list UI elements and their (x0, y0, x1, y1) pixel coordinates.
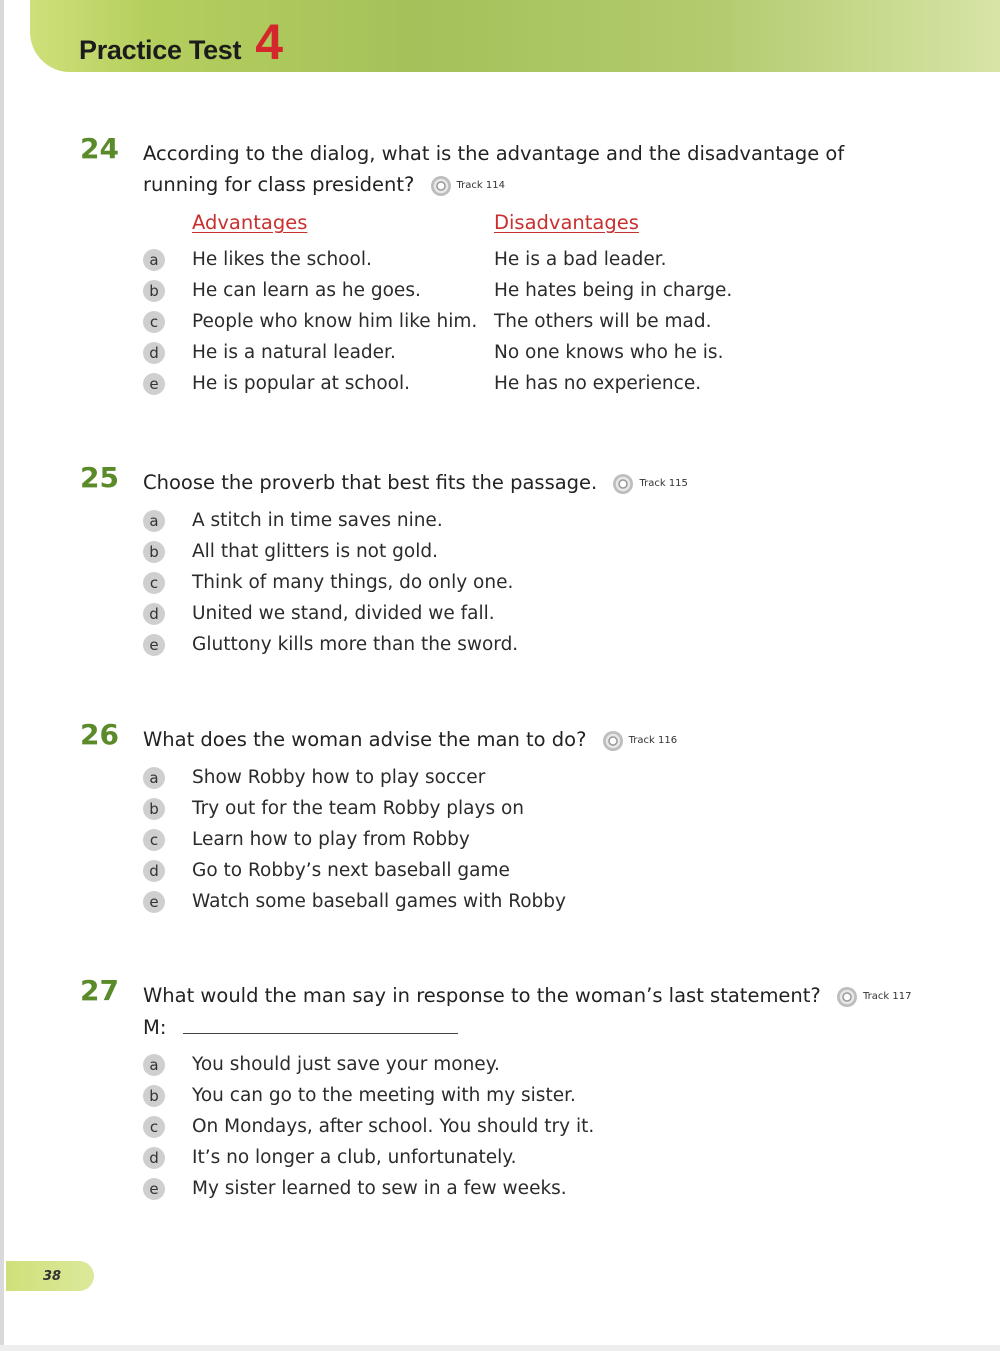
answer-column-headers (192, 211, 923, 234)
answer-option-e[interactable] (143, 629, 923, 660)
option-letter-badge: c (143, 311, 165, 333)
page-number: 38 (43, 1269, 62, 1284)
answer-option-b[interactable] (143, 275, 923, 306)
option-text: All that glitters is not gold. (192, 541, 438, 562)
option-text: Gluttony kills more than the sword. (192, 634, 519, 655)
audio-track[interactable] (431, 170, 505, 201)
option-letter-badge: e (143, 373, 165, 395)
option-disadvantage: He has no experience. (494, 373, 702, 394)
answer-option-e[interactable] (143, 886, 923, 917)
option-letter-badge: a (143, 767, 165, 789)
option-letter-badge: a (143, 249, 165, 271)
option-letter-badge: a (143, 1054, 165, 1076)
answer-option-e[interactable] (143, 368, 923, 399)
question-number: 25 (80, 461, 119, 494)
cd-icon (613, 474, 633, 494)
option-letter-badge: e (143, 1178, 165, 1200)
cd-icon (837, 987, 857, 1007)
option-letter-badge: b (143, 280, 165, 302)
audio-track[interactable] (837, 981, 911, 1012)
answer-option-c[interactable] (143, 824, 923, 855)
option-text: It’s no longer a club, unfortunately. (192, 1147, 517, 1168)
page-edge (0, 0, 4, 1351)
option-letter-badge: d (143, 342, 165, 364)
track-label: Track 117 (863, 991, 912, 1002)
option-text: Try out for the team Robby plays on (192, 798, 525, 819)
response-line (143, 1012, 1000, 1043)
answer-option-b[interactable] (143, 793, 923, 824)
track-label: Track 116 (628, 735, 678, 746)
option-letter-badge: c (143, 572, 165, 594)
cd-icon (431, 176, 451, 196)
answer-option-d[interactable] (143, 598, 923, 629)
option-text: My sister learned to sew in a few weeks. (192, 1178, 567, 1199)
option-text: You can go to the meeting with my sister. (192, 1085, 576, 1106)
option-advantage: He is popular at school. (192, 373, 410, 394)
speaker-label: M: (143, 1016, 167, 1039)
page-bottom-edge (0, 1345, 1000, 1351)
question-text-line: Choose the proverb that best fits the passage. (143, 471, 598, 494)
answer-option-d[interactable] (143, 1142, 1000, 1173)
option-disadvantage: No one knows who he is. (494, 342, 724, 363)
option-letter-badge: e (143, 634, 165, 656)
cd-icon (603, 731, 623, 751)
option-letter-badge: d (143, 860, 165, 882)
option-disadvantage: He hates being in charge. (494, 280, 733, 301)
option-advantage: People who know him like him. (192, 311, 478, 332)
option-advantage: He likes the school. (192, 249, 372, 270)
page-title-number: 4 (255, 14, 283, 70)
answer-option-d[interactable] (143, 855, 923, 886)
option-disadvantage: He is a bad leader. (494, 249, 667, 270)
question-text (143, 138, 923, 201)
option-letter-badge: c (143, 1116, 165, 1138)
option-text: United we stand, divided we fall. (192, 603, 495, 624)
option-text: Show Robby how to play soccer (192, 767, 486, 788)
answer-option-b[interactable] (143, 1080, 1000, 1111)
option-text: Watch some baseball games with Robby (192, 891, 566, 912)
answer-options (143, 1049, 1000, 1204)
advantages-header: Advantages (192, 211, 308, 234)
option-text: On Mondays, after school. You should try it. (192, 1116, 595, 1137)
option-advantage: He can learn as he goes. (192, 280, 421, 301)
page-title (79, 14, 283, 70)
answer-option-c[interactable] (143, 567, 923, 598)
answer-blank[interactable] (183, 1019, 458, 1034)
answer-options (143, 762, 923, 917)
answer-option-b[interactable] (143, 536, 923, 567)
audio-track[interactable] (613, 468, 687, 499)
answer-option-a[interactable] (143, 505, 923, 536)
option-text: Think of many things, do only one. (192, 572, 514, 593)
answer-options (143, 244, 923, 399)
question-text (143, 724, 923, 756)
option-text: Learn how to play from Robby (192, 829, 470, 850)
question-text-line2: running for class president? (143, 173, 415, 196)
option-letter-badge: b (143, 1085, 165, 1107)
answer-option-a[interactable] (143, 244, 923, 275)
track-label: Track 115 (639, 478, 688, 489)
question-number: 24 (80, 132, 119, 165)
disadvantages-header: Disadvantages (494, 211, 639, 234)
track-label: Track 114 (456, 180, 505, 191)
question-text-line: What would the man say in response to the woman’s last statement? (143, 984, 821, 1007)
page-title-label: Practice Test (79, 35, 242, 65)
option-letter-badge: b (143, 541, 165, 563)
question-text (143, 467, 923, 499)
question-text-line: What does the woman advise the man to do? (143, 728, 587, 751)
option-letter-badge: e (143, 891, 165, 913)
option-advantage: He is a natural leader. (192, 342, 396, 363)
option-text: A stitch in time saves nine. (192, 510, 443, 531)
option-letter-badge: a (143, 510, 165, 532)
option-text: You should just save your money. (192, 1054, 500, 1075)
option-letter-badge: b (143, 798, 165, 820)
answer-option-e[interactable] (143, 1173, 1000, 1204)
option-letter-badge: c (143, 829, 165, 851)
answer-options (143, 505, 923, 660)
answer-option-a[interactable] (143, 762, 923, 793)
answer-option-d[interactable] (143, 337, 923, 368)
question-text-line1: According to the dialog, what is the advantage and the disadvantage of (143, 142, 845, 165)
option-disadvantage: The others will be mad. (494, 311, 712, 332)
answer-option-c[interactable] (143, 306, 923, 337)
option-letter-badge: d (143, 1147, 165, 1169)
answer-option-a[interactable] (143, 1049, 1000, 1080)
question-number: 26 (80, 718, 119, 751)
question-number: 27 (80, 974, 119, 1007)
audio-track[interactable] (603, 725, 677, 756)
option-letter-badge: d (143, 603, 165, 625)
answer-option-c[interactable] (143, 1111, 1000, 1142)
question-text (143, 980, 1000, 1012)
option-text: Go to Robby’s next baseball game (192, 860, 510, 881)
